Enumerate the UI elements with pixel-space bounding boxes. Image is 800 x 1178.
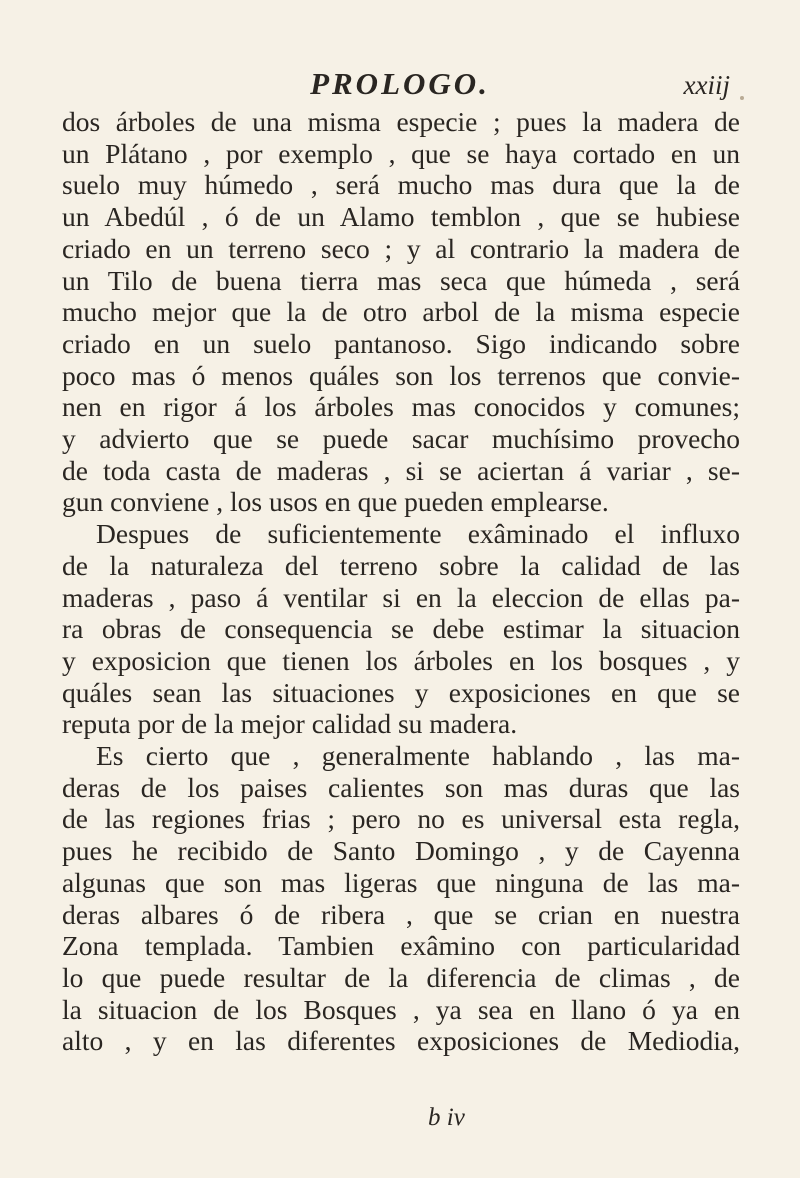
text-line-7: mucho mejor que la de otro arbol de la misma especie <box>62 296 740 328</box>
text-line-13: gun conviene , los usos en que pueden emplearse. <box>62 486 609 518</box>
text-line-16: maderas , paso á ventilar si en la eleccion de ellas pa- <box>62 581 740 613</box>
text-line-12: de toda casta de maderas , si se aciertan á variar , se- <box>62 454 740 486</box>
text-line-1: dos árboles de una misma especie ; pues la madera de <box>62 106 740 137</box>
text-line-6: un Tilo de buena tierra mas seca que húmeda , será <box>62 264 740 296</box>
running-title: PROLOGO. <box>310 66 490 101</box>
text-line-20: reputa por de la mejor calidad su madera. <box>62 708 518 740</box>
text-line-24: pues he recibido de Santo Domingo , y de Cayenna <box>62 835 740 867</box>
text-line-27: Zona templada. Tambien exâmino con particularidad <box>62 930 740 962</box>
page-header <box>64 66 736 106</box>
text-line-23: de las regiones frias ; pero no es universal esta regla, <box>62 803 740 835</box>
text-line-17: ra obras de consequencia se debe estimar la situacion <box>62 613 740 645</box>
text-line-3: suelo muy húmedo , será mucho mas dura que la de <box>62 169 740 201</box>
signature-mark: b iv <box>428 1104 465 1131</box>
text-line-14: Despues de suficientemente exâminado el influxo <box>96 518 740 550</box>
text-line-10: nen en rigor á los árboles mas conocidos y comunes; <box>62 391 740 423</box>
text-line-5: criado en un terreno seco ; y al contrario la madera de <box>62 232 740 264</box>
text-line-30: alto , y en las diferentes exposiciones de Mediodia, <box>62 1025 740 1057</box>
paper-speck <box>740 96 744 100</box>
text-line-28: lo que puede resultar de la diferencia de climas , de <box>62 961 740 993</box>
text-line-15: de la naturaleza del terreno sobre la calidad de las <box>62 549 740 581</box>
text-line-9: poco mas ó menos quáles son los terrenos que convie- <box>62 359 740 391</box>
text-line-18: y exposicion que tienen los árboles en los bosques , y <box>62 644 740 676</box>
text-line-26: deras albares ó de ribera , que se crian en nuestra <box>62 898 740 930</box>
text-line-11: y advierto que se puede sacar muchísimo provecho <box>62 423 740 455</box>
text-line-25: algunas que son mas ligeras que ninguna de las ma- <box>62 866 740 898</box>
text-line-21: Es cierto que , generalmente hablando , las ma- <box>96 740 740 772</box>
text-line-2: un Plátano , por exemplo , que se haya cortado en un <box>62 137 740 169</box>
text-line-4: un Abedúl , ó de un Alamo temblon , que se hubiese <box>62 201 740 233</box>
text-line-19: quáles sean las situaciones y exposiciones en que se <box>62 676 740 708</box>
body-text <box>62 106 740 1057</box>
page-number: xxiij <box>683 70 730 100</box>
text-line-8: criado en un suelo pantanoso. Sigo indicando sobre <box>62 327 740 359</box>
text-line-22: deras de los paises calientes son mas duras que las <box>62 771 740 803</box>
text-line-29: la situacion de los Bosques , ya sea en llano ó ya en <box>62 993 740 1025</box>
